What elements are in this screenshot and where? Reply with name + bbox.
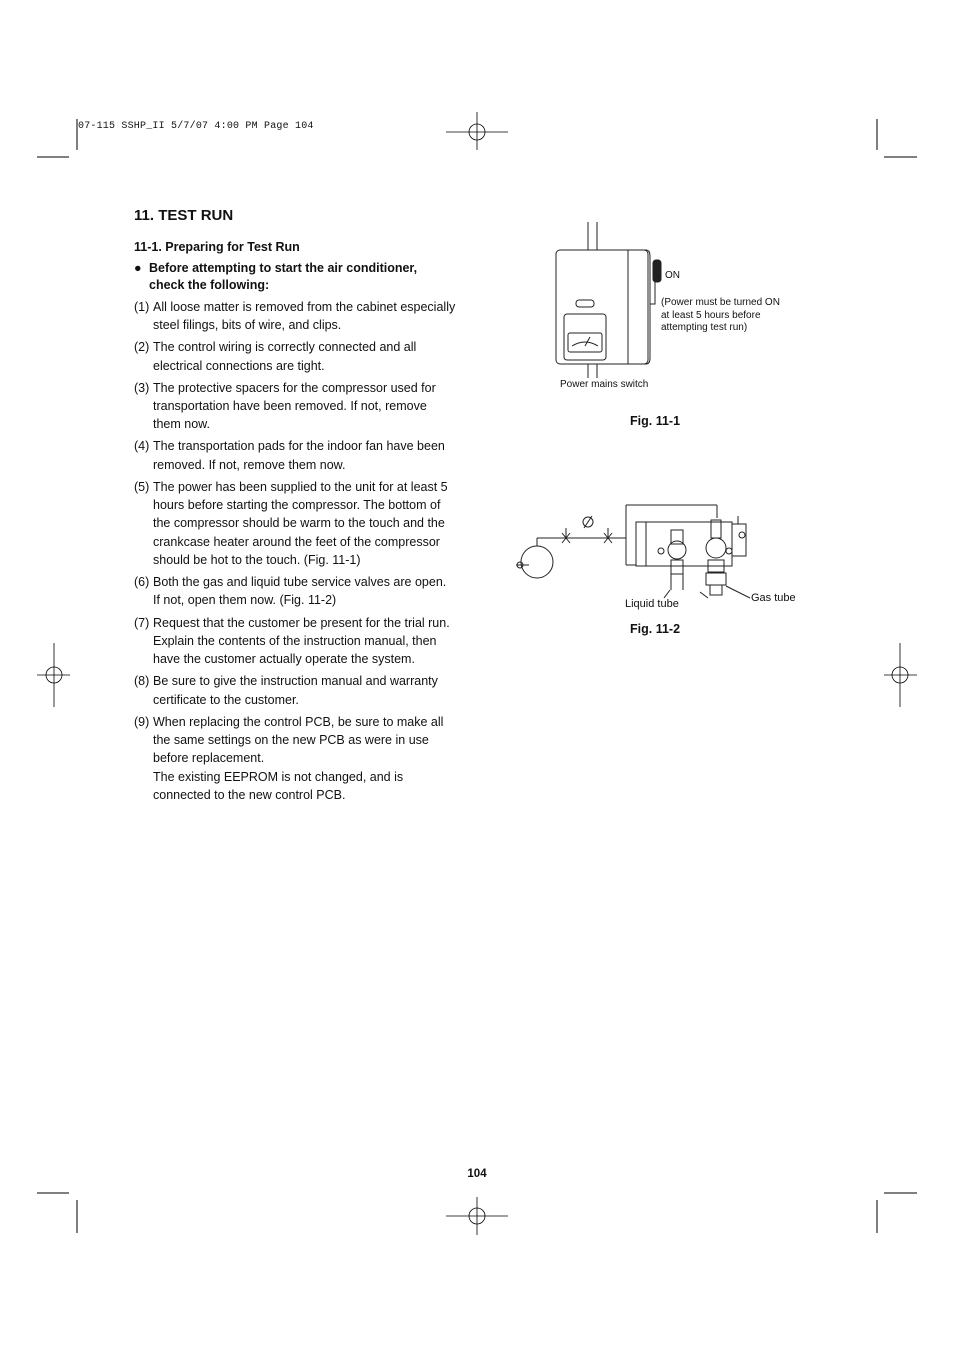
- power-note: [661, 297, 780, 335]
- bullet-icon: ●: [134, 261, 142, 275]
- checklist-intro: [134, 260, 454, 294]
- item-text: Explain the contents of the instruction manual, then have the customer actually operate the system.: [153, 633, 437, 667]
- subsection-title: 11-1. Preparing for Test Run: [134, 240, 300, 254]
- fig-11-1-caption: Fig. 11-1: [630, 414, 681, 428]
- item-number: (3): [134, 380, 150, 395]
- list-item: [134, 614, 456, 669]
- item-number: (6): [134, 575, 150, 590]
- power-note-line: at least 5 hours before: [661, 309, 761, 321]
- section-title: 11. TEST RUN: [134, 207, 234, 224]
- list-item: [134, 437, 456, 474]
- list-item: [134, 338, 456, 375]
- item-number: (5): [134, 479, 150, 494]
- item-text: All loose matter is removed from the cabinet especially steel filings, bits of wire, and clips.: [153, 300, 456, 333]
- list-item: [134, 672, 456, 709]
- item-number: (1): [134, 300, 150, 314]
- item-number: (9): [134, 714, 150, 729]
- item-text: Be sure to give the instruction manual and warranty certificate to the customer.: [153, 674, 438, 707]
- fig-11-2-caption: Fig. 11-2: [630, 622, 681, 636]
- item-text: The control wiring is correctly connected and all electrical connections are tight.: [153, 340, 417, 373]
- list-item: [134, 478, 456, 569]
- item-text: The transportation pads for the indoor fan have been removed. If not, remove them now.: [153, 439, 445, 472]
- on-label: ON: [665, 270, 680, 281]
- service-valves-drawing: [516, 505, 750, 598]
- item-text: The power has been supplied to the unit for at least 5 hours before starting the compressor. The bottom of the compressor should be warm to the touch and the crankcase heater around the feet of the compressor should be hot to the touch. (Fig. 11-1): [153, 479, 448, 568]
- gas-tube-label: Gas tube: [751, 592, 796, 604]
- power-mains-switch-label: Power mains switch: [560, 379, 649, 390]
- power-switch-drawing: [556, 222, 661, 378]
- checklist-intro-text: Before attempting to start the air conditioner, check the following:: [149, 261, 418, 292]
- page-number: 104: [467, 1168, 487, 1180]
- item-number: (8): [134, 674, 150, 689]
- item-text: Both the gas and liquid tube service valves are open. If not, open them now. (Fig. 11-2): [153, 575, 447, 608]
- list-item: [134, 298, 456, 335]
- list-item: [134, 573, 456, 610]
- power-note-line: attempting test run): [661, 322, 748, 333]
- item-text: When replacing the control PCB, be sure to make all the same settings on the new PCB as were in use before replacement.: [153, 714, 444, 766]
- checklist: [134, 298, 456, 808]
- item-number: (7): [134, 615, 150, 630]
- list-item: [134, 379, 456, 434]
- item-number: (4): [134, 439, 150, 454]
- item-text: Request that the customer be present for the trial run.: [153, 615, 450, 630]
- list-item: [134, 713, 456, 804]
- liquid-tube-label: Liquid tube: [625, 598, 679, 610]
- power-note-line: (Power must be turned ON: [661, 297, 780, 308]
- print-slug: 07-115 SSHP_II 5/7/07 4:00 PM Page 104: [78, 121, 314, 132]
- item-number: (2): [134, 340, 150, 355]
- item-text: The protective spacers for the compressor used for transportation have been removed. If not, remove them now.: [153, 380, 436, 432]
- item-text: The existing EEPROM is not changed, and is connected to the new control PCB.: [153, 769, 404, 802]
